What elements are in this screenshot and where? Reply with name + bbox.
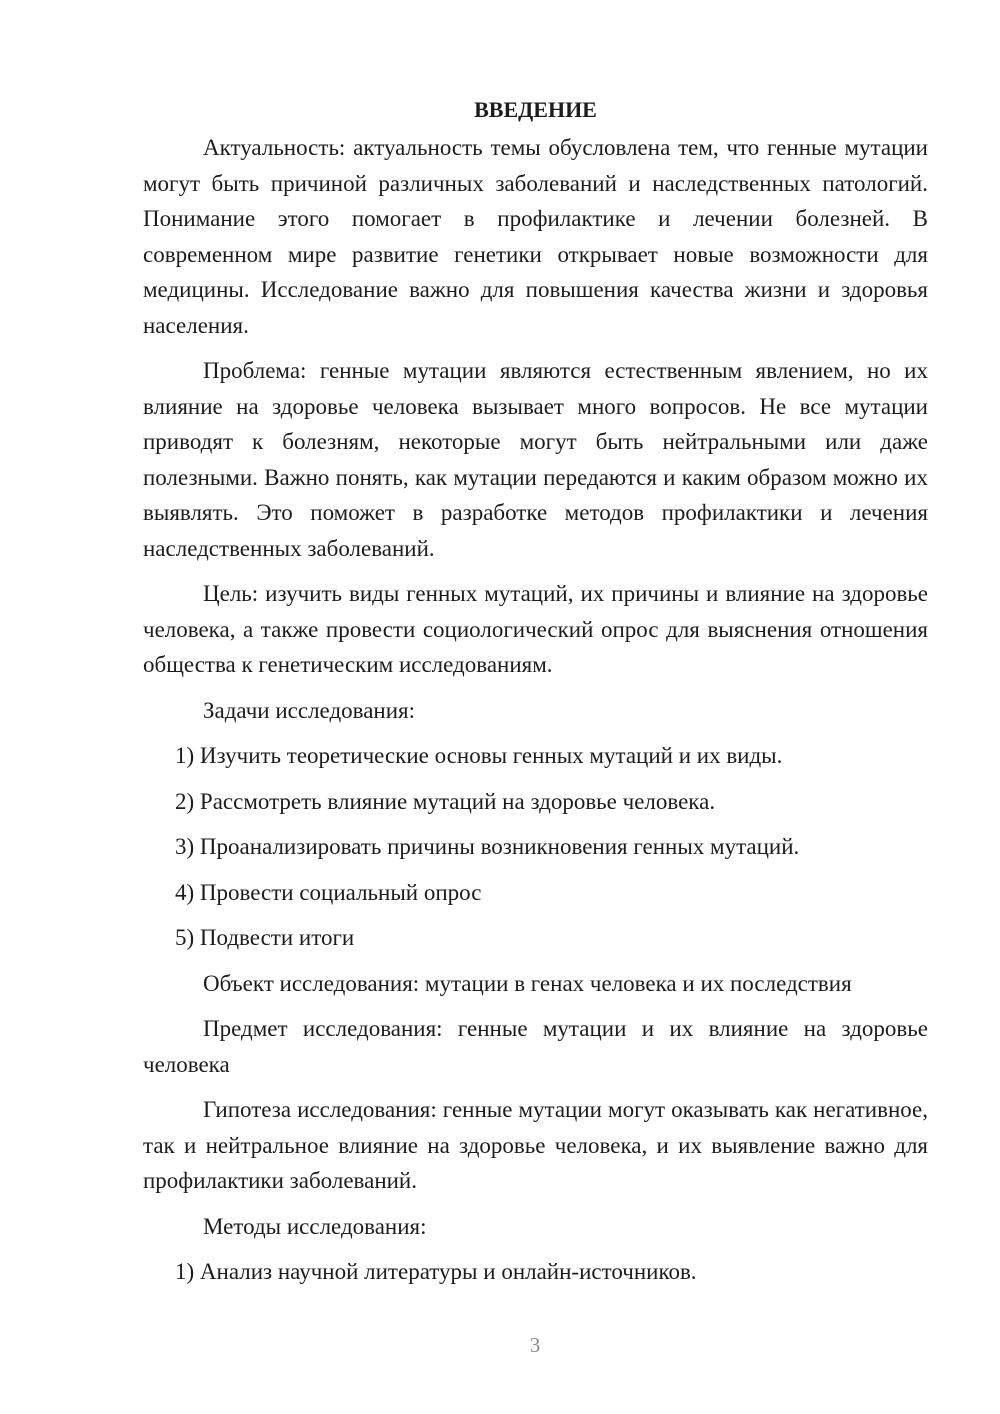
task-item-3: 3) Проанализировать причины возникновения генных мутаций. — [175, 834, 800, 859]
task-item-1: 1) Изучить теоретические основы генных мутаций и их виды. — [175, 743, 783, 768]
section-title: ВВЕДЕНИЕ — [474, 97, 597, 122]
page-content — [143, 92, 928, 1300]
relevance-paragraph: Актуальность: актуальность темы обусловлена тем, что генные мутации могут быть причиной различных заболеваний и наследственных патологий. Понимание этого помогает в профилактике и лечении болезней. В современном мире развитие генетики открывает новые возможности для медицины. Исследование важно для повышения качества жизни и здоровья населения. — [143, 135, 928, 338]
object-paragraph: Объект исследования: мутации в генах человека и их последствия — [203, 970, 852, 996]
methods-heading: Методы исследования: — [203, 1213, 427, 1239]
goal-paragraph: Цель: изучить виды генных мутаций, их причины и влияние на здоровье человека, а также провести социологический опрос для выяснения отношения общества к генетическим исследованиям. — [143, 581, 928, 677]
method-item-1: 1) Анализ научной литературы и онлайн-источников. — [175, 1259, 697, 1284]
task-item-2: 2) Рассмотреть влияние мутаций на здоровье человека. — [175, 788, 716, 814]
problem-paragraph: Проблема: генные мутации являются естественным явлением, но их влияние на здоровье человека вызывает много вопросов. Не все мутации приводят к болезням, некоторые могут быть нейтральными или даже полезными. Важно понять, как мутации передаются и каким образом можно их выявлять. Это поможет в разработке методов профилактики и лечения наследственных заболеваний. — [143, 358, 928, 561]
tasks-heading: Задачи исследования: — [203, 697, 416, 723]
task-item-4: 4) Провести социальный опрос — [175, 879, 482, 905]
subject-paragraph: Предмет исследования: генные мутации и их влияние на здоровье человека — [143, 1016, 928, 1077]
hypothesis-paragraph: Гипотеза исследования: генные мутации могут оказывать как негативное, так и нейтральное влияние на здоровье человека, и их выявление важно для профилактики заболеваний. — [143, 1097, 928, 1193]
page-number: 3 — [529, 1333, 541, 1357]
task-item-5: 5) Подвести итоги — [175, 925, 355, 950]
